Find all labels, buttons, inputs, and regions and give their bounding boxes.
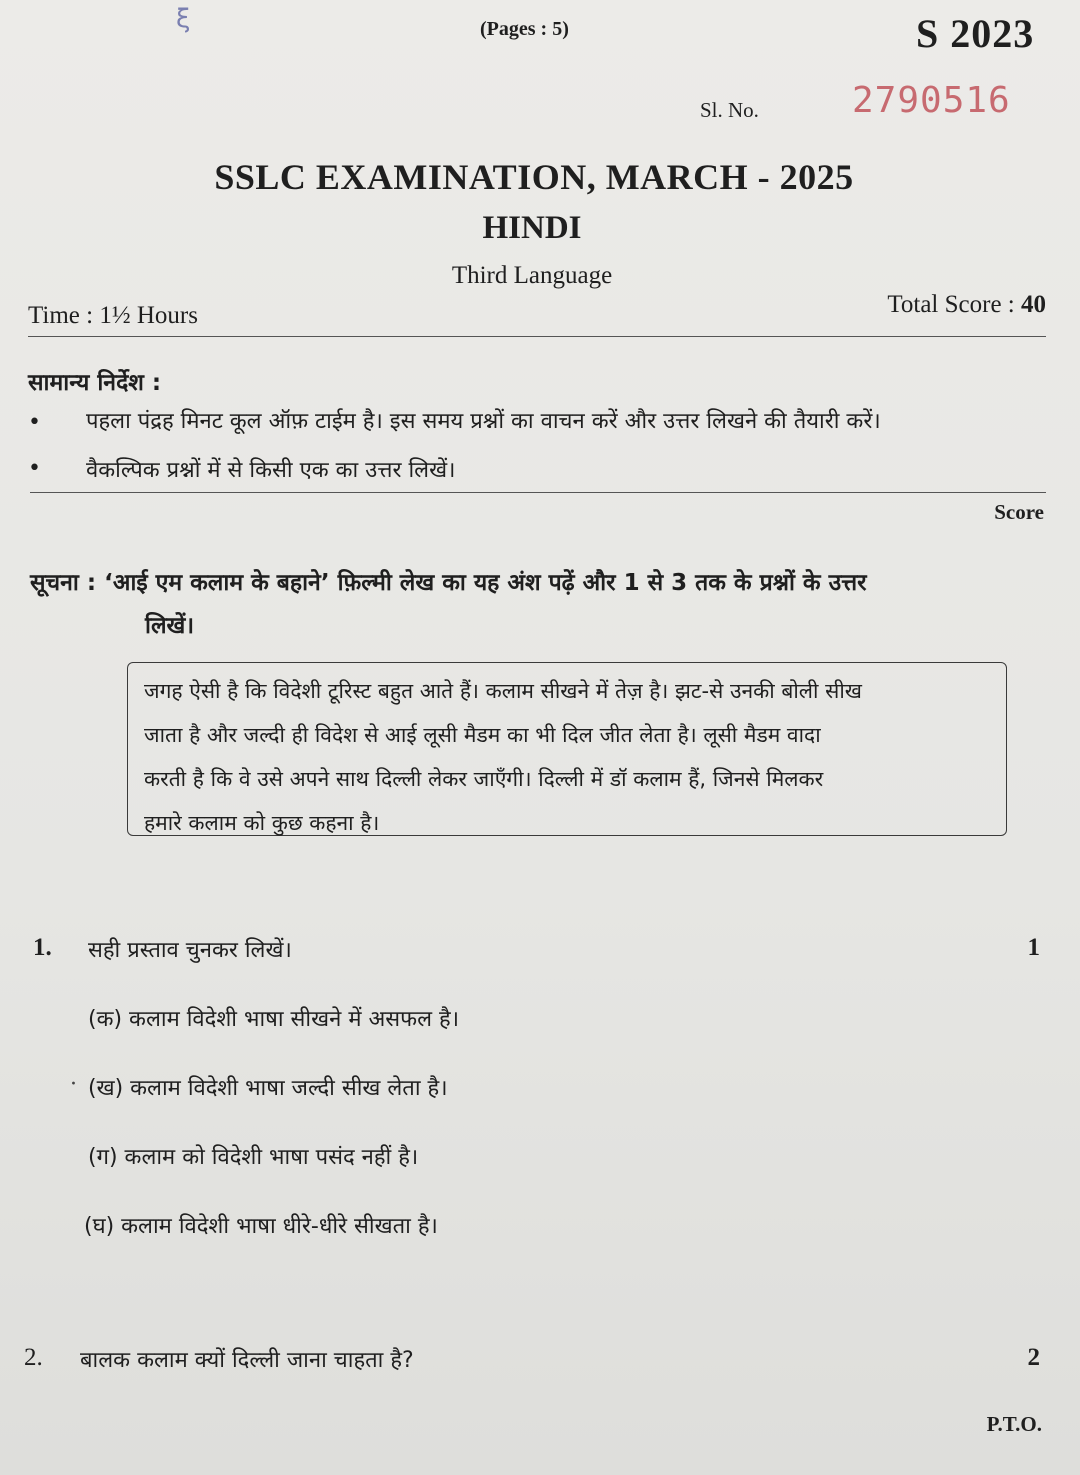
total-score-value: 40 [1021,291,1046,318]
instructions-heading: सामान्य निर्देश : [28,370,162,396]
bullet-marker: • [28,456,41,481]
question-1-option-kha: (ख) कलाम विदेशी भाषा जल्दी सीख लेता है। [88,1076,448,1101]
question-2-text: बालक कलाम क्यों दिल्ली जाना चाहता है? [80,1348,414,1373]
handwritten-corner-mark: ξ [176,4,191,34]
total-score-label: Total Score : [887,291,1021,318]
instruction-item: वैकल्पिक प्रश्नों में से किसी एक का उत्तर लिखें। [86,458,456,483]
subject-title: HINDI [482,210,582,246]
question-2-score: 2 [1027,1344,1040,1371]
question-1-number: 1. [33,934,52,961]
question-1-score: 1 [1027,934,1040,961]
notice-line-2: लिखें। [145,613,195,639]
serial-number-label: Sl. No. [700,98,759,122]
page-count: (Pages : 5) [480,18,569,40]
instructions-divider [30,492,1046,493]
question-1-option-gha: (घ) कलाम विदेशी भाषा धीरे-धीरे सीखता है। [84,1214,438,1239]
score-column-heading: Score [994,500,1044,524]
pencil-mark-icon: · [70,1072,77,1097]
passage-line: जगह ऐसी है कि विदेशी टूरिस्ट बहुत आते हैं। कलाम सीखने में तेज़ है। झट-से उनकी बोली सीख [144,679,862,703]
question-1-text: सही प्रस्ताव चुनकर लिखें। [88,938,292,963]
question-2-number: 2. [24,1344,43,1371]
exam-title: SSLC EXAMINATION, MARCH - 2025 [214,157,854,197]
time-allowed: Time : 1½ Hours [28,302,198,329]
passage-line: जाता है और जल्दी ही विदेश से आई लूसी मैडम का भी दिल जीत लेता है। लूसी मैडम वादा [144,723,821,747]
total-score [887,291,1046,319]
question-1-option-ka: (क) कलाम विदेशी भाषा सीखने में असफल है। [88,1007,460,1032]
paper-code: S 2023 [916,11,1035,56]
language-subtitle: Third Language [451,262,613,289]
passage-box [127,662,1007,836]
bullet-marker: • [28,410,41,435]
header-divider [28,336,1046,337]
question-1-option-ga: (ग) कलाम को विदेशी भाषा पसंद नहीं है। [88,1145,419,1170]
instruction-item: पहला पंद्रह मिनट कूल ऑफ़ टाईम है। इस समय प्रश्नों का वाचन करें और उत्तर लिखने की तैयारी करें। [86,409,881,434]
serial-number-value: 2790516 [852,80,1011,121]
passage-line: करती है कि वे उसे अपने साथ दिल्ली लेकर जाएँगी। दिल्ली में डॉ कलाम हैं, जिनसे मिलकर [144,767,824,791]
please-turn-over: P.T.O. [986,1412,1042,1436]
passage-line: हमारे कलाम को कुछ कहना है। [144,811,380,835]
notice-line-1: सूचना : ‘आई एम कलाम के बहाने’ फ़िल्मी लेख का यह अंश पढ़ें और 1 से 3 तक के प्रश्नों के उत्तर [30,570,867,596]
